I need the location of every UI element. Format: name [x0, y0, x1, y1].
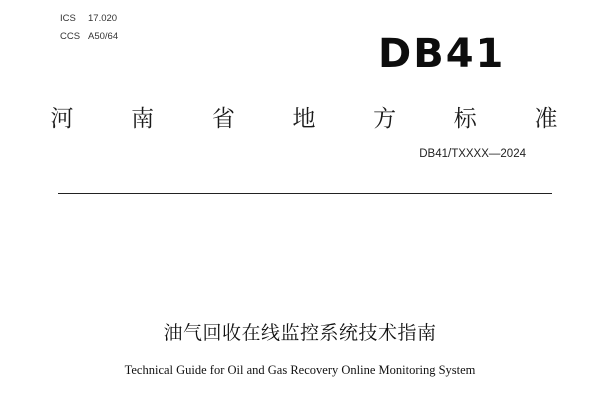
standard-type-char: 方: [373, 106, 397, 132]
standard-type-char: 河: [50, 106, 74, 132]
document-title-chinese: 油气回收在线监控系统技术指南: [163, 322, 437, 344]
standard-type-heading: [48, 100, 560, 133]
standard-number: DB41/TXXXX—2024: [419, 148, 526, 160]
ics-value: 17.020: [88, 13, 118, 24]
standard-type-char: 准: [534, 106, 558, 132]
ccs-value: A50/64: [88, 31, 119, 42]
standard-type-char: 省: [211, 106, 235, 132]
ics-label: ICS: [60, 13, 76, 24]
classification-codes: [60, 10, 118, 46]
ics-code-line: [60, 10, 118, 28]
db41-logo: DB41: [378, 31, 506, 77]
header-divider: [58, 193, 552, 194]
ccs-code-line: [60, 28, 118, 46]
standard-type-char: 地: [292, 106, 316, 132]
standard-type-char: 标: [453, 106, 477, 132]
ccs-label: CCS: [60, 31, 81, 42]
document-title-english: Technical Guide for Oil and Gas Recovery Online Monitoring System: [124, 363, 476, 377]
standard-type-char: 南: [131, 106, 155, 132]
